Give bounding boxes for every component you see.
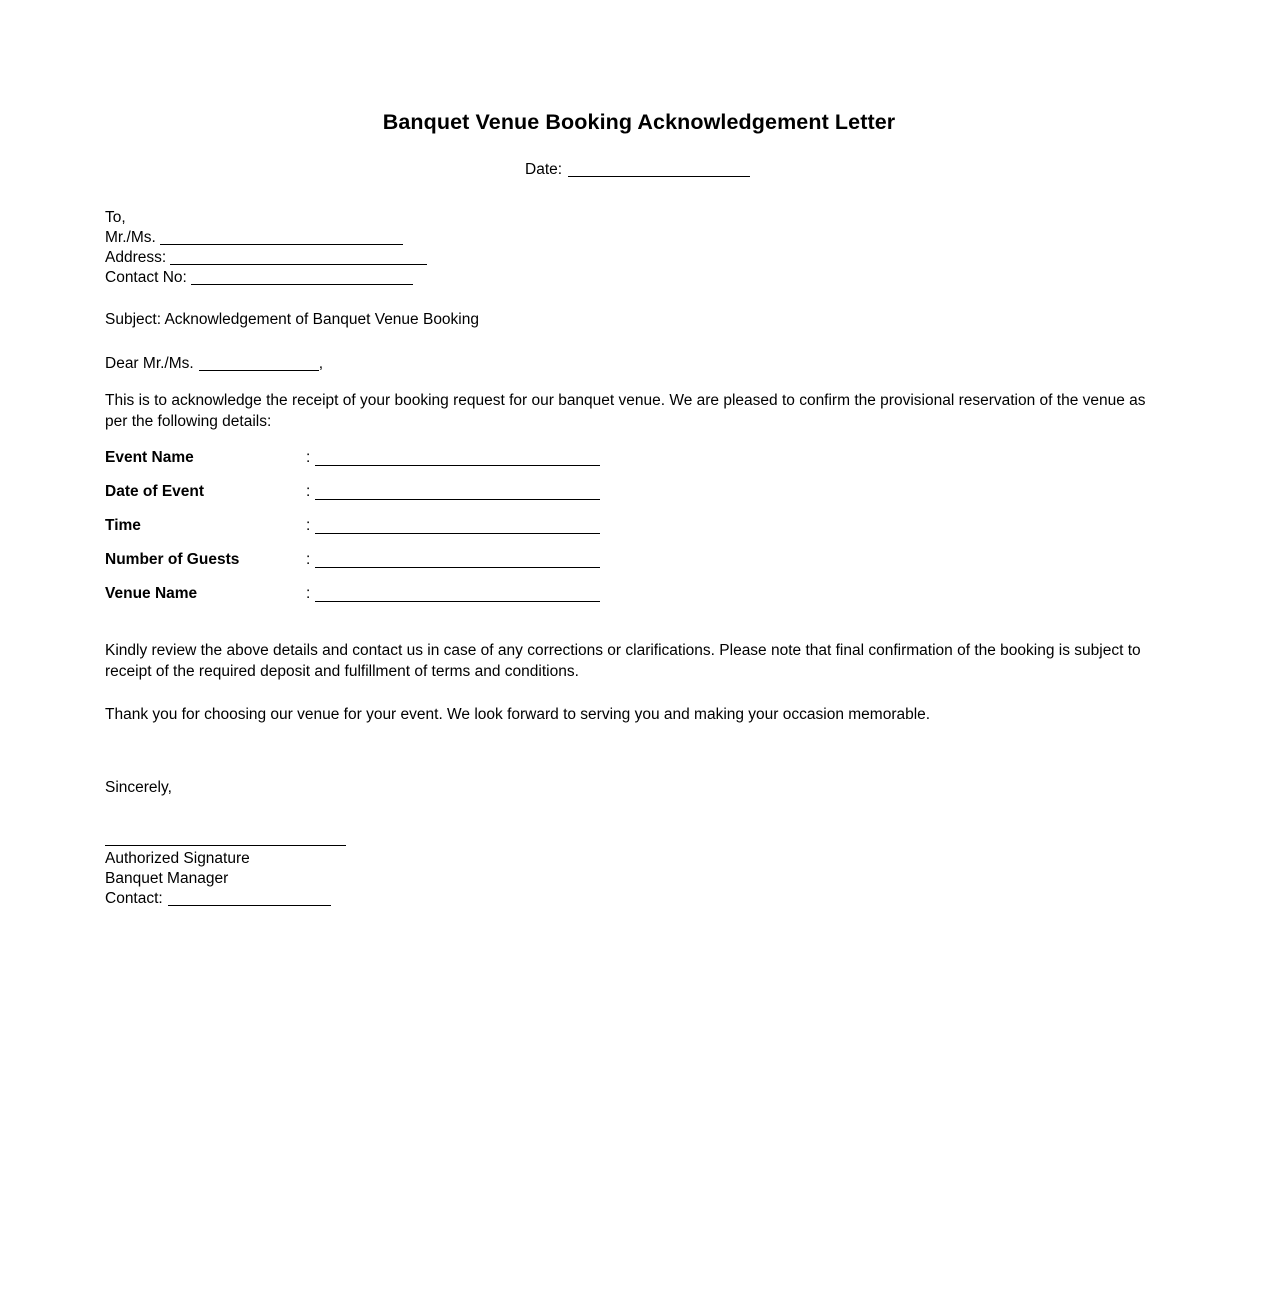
- recipient-to-line: [105, 208, 427, 228]
- signature-contact-line: [105, 889, 346, 909]
- detail-separator-date-of-event: :: [306, 483, 311, 500]
- thanks-paragraph: Thank you for choosing our venue for your event. We look forward to serving you and making your occasion memorable.: [105, 706, 931, 723]
- signature-designation: Banquet Manager: [105, 870, 229, 887]
- detail-input-time[interactable]: [315, 533, 600, 534]
- recipient-to-label: To,: [105, 209, 126, 226]
- detail-label-date-of-event: Date of Event: [105, 483, 205, 500]
- booking-details-list: [105, 448, 625, 618]
- detail-input-number-of-guests[interactable]: [315, 567, 600, 568]
- detail-row-venue-name: [105, 584, 625, 618]
- intro-paragraph: This is to acknowledge the receipt of your booking request for our banquet venue. We are pleased to confirm the provisional reservation of the venue as per the following details:: [105, 392, 1146, 430]
- page-title: Banquet Venue Booking Acknowledgement Letter: [382, 110, 896, 134]
- detail-row-event-name: [105, 448, 625, 482]
- detail-row-date-of-event: [105, 482, 625, 516]
- closing-line: Sincerely,: [105, 779, 172, 796]
- salutation-line: [105, 354, 323, 374]
- detail-label-event-name: Event Name: [105, 449, 194, 466]
- recipient-block: [105, 208, 427, 288]
- authorized-signature-label: Authorized Signature: [105, 850, 250, 867]
- recipient-address-line: [105, 248, 427, 268]
- recipient-contact-input-rule[interactable]: [191, 284, 413, 285]
- detail-label-number-of-guests: Number of Guests: [105, 551, 240, 568]
- recipient-name-label: Mr./Ms.: [105, 229, 156, 246]
- recipient-address-input-rule[interactable]: [170, 264, 427, 265]
- recipient-name-input-rule[interactable]: [160, 244, 403, 245]
- detail-separator-number-of-guests: :: [306, 551, 311, 568]
- subject-line: Subject: Acknowledgement of Banquet Venue Booking: [105, 311, 479, 328]
- detail-separator-event-name: :: [306, 449, 311, 466]
- recipient-address-label: Address:: [105, 249, 167, 266]
- review-paragraph: Kindly review the above details and contact us in case of any corrections or clarifications. Please note that final confirmation of the booking is subject to receipt of the required deposit and fulfillment of terms and conditions.: [105, 642, 1141, 680]
- detail-input-date-of-event[interactable]: [315, 499, 600, 500]
- detail-separator-venue-name: :: [306, 585, 311, 602]
- recipient-name-line: [105, 228, 427, 248]
- salutation-prefix: Dear Mr./Ms.: [105, 355, 194, 372]
- signature-block: [105, 845, 346, 909]
- recipient-contact-label: Contact No:: [105, 269, 187, 286]
- detail-input-event-name[interactable]: [315, 465, 600, 466]
- signature-line-rule[interactable]: [105, 845, 346, 846]
- date-input-rule[interactable]: [568, 176, 750, 177]
- detail-label-time: Time: [105, 517, 141, 534]
- detail-row-number-of-guests: [105, 550, 625, 584]
- recipient-contact-line: [105, 268, 427, 288]
- date-row: [525, 160, 750, 180]
- detail-separator-time: :: [306, 517, 311, 534]
- salutation-suffix: ,: [318, 355, 324, 372]
- signature-contact-input-rule[interactable]: [168, 905, 331, 906]
- detail-input-venue-name[interactable]: [315, 601, 600, 602]
- detail-label-venue-name: Venue Name: [105, 585, 198, 602]
- salutation-name-input-rule[interactable]: [199, 370, 319, 371]
- signature-contact-label: Contact:: [105, 890, 163, 907]
- detail-row-time: [105, 516, 625, 550]
- date-label: Date:: [525, 161, 563, 178]
